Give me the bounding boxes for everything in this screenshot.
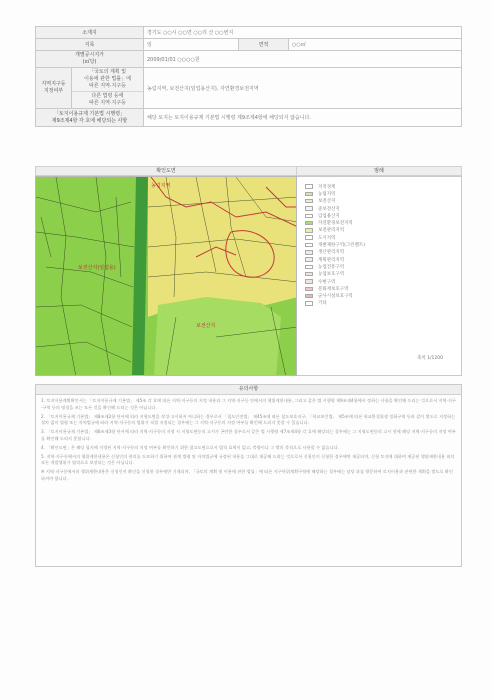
legend-label: 임업용산지 [318,213,340,219]
map-legend [297,176,462,376]
legend-item [305,285,455,292]
legend-item [305,249,455,256]
address-value: 경기도 ○○시 ○○면 ○○리 산 ○○번지 [144,27,462,39]
decree-value: 해당 토지는 토지이용규제 기본법 시행령 제9조제4항에 해당되지 않습니다. [144,109,462,127]
note-paragraph: 2. 「토지이용규제 기본법」 제8조제2항 단서에 따라 지형도면을 작성·고시하지 아니하는 경우로서 「철도안전법」 제45조에 따른 철도보호지구, 「학교보건법」 제5조에 따른 학교환경위생 정화구역 등과 같이 별도로 지정하는 절차 없이 법령 또는 자치법규에 따라 지역·지구등의 범위가 직접 지정되는 경우에는 그 지역·지구등의 지정 여부를 확인해 드리지 못할 수 있습니다. [41,413,456,426]
zoning-sublabel-national: 「국토의 계획 및 이용에 관한 법률」에 따른 지역·지구등 [72,68,143,92]
legend-header: 범례 [297,166,462,176]
note-paragraph: 4. 「확인도면」은 해당 필지에 지정된 지역·지구등의 지정 여부를 확인하기 위한 참고도면으로서 법적 효력이 없고, 측량이나 그 밖의 목적으로 사용할 수 없습니다. [41,444,339,450]
legend-list [305,183,455,307]
legend-label: 개발제한구역(그린벨트) [318,243,365,249]
legend-item [305,241,455,248]
legend-swatch [305,257,313,262]
legend-label: 준보전산지 [318,206,340,212]
legend-item [305,183,455,190]
legend-swatch [305,199,313,204]
legend-item [305,263,455,270]
land-category-label: 지목 [36,39,144,51]
legend-item [305,227,455,234]
note-paragraph: 3. 「토지이용규제 기본법」 제8조제3항 단서에 따라 지역·지구등의 지정 시 지형도면등의 고시가 곤란한 경우로서 같은 법 시행령 제7조제4항 각 호에 해당되는 경우에는 그 지형도면등의 고시 전에 해당 지역·지구등의 지정 여부를 확인해 드리지 못합니다. [41,429,456,441]
legend-label: 지적경계 [318,184,336,190]
legend-swatch [305,228,313,233]
legend-label: 농업보호구역 [318,272,345,278]
legend-swatch [305,287,313,292]
zoning-sublabel-other: 다른 법령 등에 따른 지역·지구등 [72,92,143,108]
legend-swatch [305,294,313,299]
legend-label: 수변구역 [318,279,336,285]
zoning-sublabels [72,68,144,109]
notes-body [36,395,461,488]
legend-label: 계획관리지역 [318,257,345,263]
land-category-row [36,39,462,51]
land-category-value: 임 [144,39,239,51]
legend-label: 생산관리지역 [318,250,345,256]
decree-row [36,109,462,127]
legend-swatch [305,301,313,306]
legend-swatch [305,235,313,240]
map-label-conservation: 보전산지 [196,323,216,329]
legend-item [305,234,455,241]
legend-swatch [305,272,313,277]
note-paragraph: 1. 토지이용계획확인서는 「토지이용규제 기본법」 제5조 각 호에 따른 지역·지구등의 지정 내용과 그 지역·지구등 안에서의 행위제한내용, 그리고 같은 법 시행령 제9조제4항에서 정하는 사항을 확인해 드리는 것으로서 지역·지구·구역 등의 명칭을 쓰는 모든 것을 확인해 드리는 것은 아닙니다. [41,398,456,410]
notes-section [35,384,462,567]
land-price-value: 2009/01/01 ○○○○원 [144,51,462,68]
decree-label: 「토지이용규제 기본법 시행령」 제9조제4항 각 호에 해당되는 사항 [36,109,144,127]
legend-label: 농림지역 [318,191,336,197]
zoning-row-label: 지역지구등 지정여부 [36,68,72,109]
legend-swatch [305,250,313,255]
legend-swatch [305,265,313,270]
legend-label: 보전산지 [318,199,336,205]
legend-label: 군사시설보호구역 [318,294,353,300]
legend-item [305,205,455,212]
legend-item [305,278,455,285]
legend-label: 기타 [318,301,327,307]
legend-label: 도시지역 [318,235,336,241]
address-label: 소재지 [36,27,144,39]
yellow-zone [148,177,297,317]
conservation-zone [154,297,281,376]
legend-item [305,292,455,299]
legend-swatch [305,184,313,189]
address-row [36,27,462,39]
map-drawing [36,177,297,376]
land-info-table [35,26,462,127]
land-price-label: 개별공시지가 (㎡당) [36,51,144,68]
note-paragraph: ※ 지역·지구등에서의 행위제한내용은 신청인이 확인을 신청한 경우에만 기재되며, 「국토의 계획 및 이용에 관한 법률」에 따른 지구단위계획구역에 해당하는 경우에는 담당 과를 방문하여 토지이용과 관련한 계획을 별도로 확인하셔야 합니다. [41,469,453,481]
zoning-row [36,68,462,109]
legend-item [305,212,455,219]
map-label-agri: 농림지역 [151,183,171,189]
legend-label: 보전관리지역 [318,228,345,234]
map-label-forest: 보전산지(임업용) [78,265,116,271]
notes-title: 유의사항 [36,385,461,395]
legend-item [305,190,455,197]
legend-item [305,219,455,226]
legend-swatch [305,214,313,219]
land-price-row [36,51,462,68]
legend-item [305,271,455,278]
legend-label: 농업진흥구역 [318,264,345,270]
legend-item [305,300,455,307]
legend-swatch [305,221,313,226]
confirmation-map [35,176,297,376]
legend-label: 자연환경보전지역 [318,221,353,227]
area-value: ○○㎡ [289,39,462,51]
area-label: 면적 [239,39,289,51]
legend-swatch [305,279,313,284]
legend-swatch [305,243,313,248]
legend-item [305,256,455,263]
map-header: 확인도면 [35,166,297,176]
legend-label: 문화재보호구역 [318,286,349,292]
map-scale: 축척 1/1200 [417,356,443,361]
legend-item [305,198,455,205]
note-paragraph: 5. 지역·지구등에서의 행위제한내용은 신청인의 편의를 도모하기 위하여 관계 법령 및 자치법규에 규정된 내용을 그대로 제공해 드리는 것으로서 신청인이 신청한 경우에만 제공되며, 신청 토지에 대하여 제공된 행위제한내용 외의 모든 개발행위가 법적으로 보장되는 것은 아닙니다. [41,453,455,466]
zoning-value: 농림지역, 보전산지(임업용산지), 자연환경보전지역 [144,68,462,109]
legend-swatch [305,192,313,197]
legend-swatch [305,206,313,211]
